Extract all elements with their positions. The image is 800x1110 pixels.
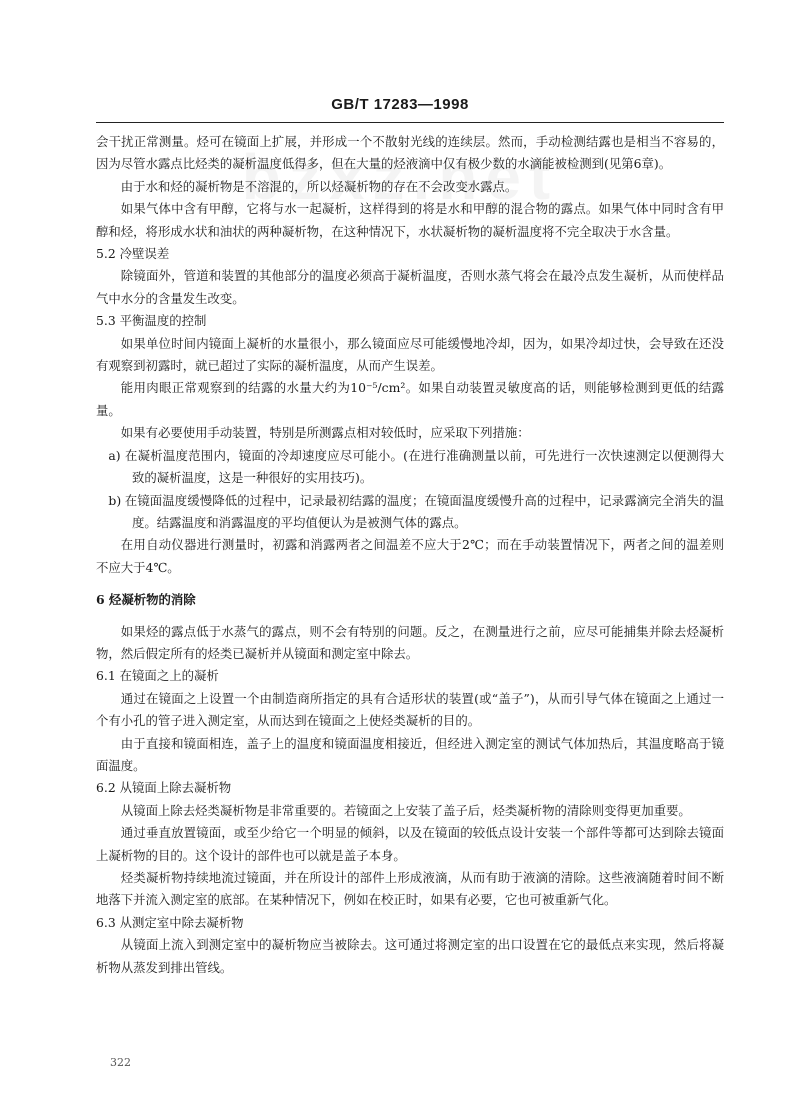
section-heading: 6.2 从镜面上除去凝析物: [96, 780, 232, 796]
paragraph: 如果单位时间内镜面上凝析的水量很小，那么镜面应尽可能缓慢地冷却，因为，如果冷却过快，会导致在还没有观察到初露时，就已超过了实际的凝析温度，从而产生误差。: [96, 335, 724, 374]
paragraph: 由于直接和镜面相连，盖子上的温度和镜面温度相接近，但经进入测定室的测试气体加热后，其温度略高于镜面温度。: [96, 735, 724, 773]
section-heading: 5.3 平衡温度的控制: [96, 313, 207, 329]
paragraph: 通过垂直放置镜面，或至少给它一个明显的倾斜，以及在镜面的较低点设计安装一个部件等都可达到除去镜面上凝析物的目的。这个设计的部件也可以就是盖子本身。: [96, 825, 724, 863]
paragraph: 能用肉眼正常观察到的结露的水量大约为10⁻⁵/cm²。如果自动装置灵敏度高的话，则能够检测到更低的结露量。: [96, 380, 724, 418]
paragraph: 如果气体中含有甲醇，它将与水一起凝析，这样得到的将是水和甲醇的混合物的露点。如果气体中同时含有甲醇和烃，将形成水状和油状的两种凝析物，在这种情况下，水状凝析物的凝析温度将不完全取决于水含量。: [96, 201, 724, 239]
page-header-title: GB/T 17283—1998: [331, 96, 469, 113]
section-heading: 6.1 在镜面之上的凝析: [96, 668, 219, 684]
paragraph: 如果有必要使用手动装置，特别是所测露点相对较低时，应采取下列措施：: [120, 425, 530, 441]
paragraph: 如果烃的露点低于水蒸气的露点，则不会有特别的问题。反之，在测量进行之前，应尽可能捕集并除去烃凝析物，然后假定所有的烃类已凝析并从镜面和测定室中除去。: [96, 623, 724, 661]
section-heading: 5.2 冷壁误差: [96, 246, 170, 262]
document-body: [96, 131, 724, 979]
paragraph: 烃类凝析物持续地流过镜面，并在所设计的部件上形成液滴，从而有助于液滴的清除。这些液滴随着时间不断地落下并流入测定室的底部。在某种情况下，例如在校正时，如果有必要，它也可被重新气化。: [96, 870, 724, 908]
section-heading: 6.3 从测定室中除去凝析物: [96, 914, 244, 930]
header-rule: [96, 122, 724, 123]
paragraph: 从镜面上流入到测定室中的凝析物应当被除去。这可通过将测定室的出口设置在它的最低点来实现，然后将凝析物从蒸发到排出管线。: [96, 937, 724, 975]
paragraph: 从镜面上除去烃类凝析物是非常重要的。若镜面之上安装了盖子后，烃类凝析物的清除则变得更加重要。: [120, 802, 691, 818]
paragraph: 通过在镜面之上设置一个由制造商所指定的具有合适形状的装置(或“盖子”)，从而引导气体在镜面之上通过一个有小孔的管子进入测定室，从而达到在镜面之上使烃类凝析的目的。: [96, 690, 724, 729]
paragraph: 由于水和烃的凝析物是不溶混的，所以烃凝析物的存在不会改变水露点。: [120, 178, 518, 194]
list-item: [96, 445, 724, 490]
section-heading: 6 烃凝析物的消除: [96, 592, 196, 608]
list-marker: a): [108, 447, 121, 463]
paragraph: 会干扰正常测量。烃可在镜面上扩展，并形成一个不散射光线的连续层。然而，手动检测结露也是相当不容易的，因为尽管水露点比烃类的凝析温度低得多，但在大量的烃液滴中仅有极少数的水滴能被检测到(见第6章)。: [96, 134, 724, 172]
paragraph: 在用自动仪器进行测量时，初露和消露两者之间温差不应大于2℃；而在手动装置情况下，两者之间的温差则不应大于4℃。: [96, 537, 724, 575]
list-item-text: 在凝析温度范围内，镜面的冷却速度应尽可能小。(在进行准确测量以前，可先进行一次快速测定以便测得大致的凝析温度，这是一种很好的实用技巧)。: [120, 447, 724, 486]
list-item-text: 在镜面温度缓慢降低的过程中，记录最初结露的温度；在镜面温度缓慢升高的过程中，记录露滴完全消失的温度。结露温度和消露温度的平均值便认为是被测气体的露点。: [120, 492, 724, 530]
page-number: 322: [110, 1056, 131, 1069]
paragraph: 除镜面外，管道和装置的其他部分的温度必须高于凝析温度，否则水蒸气将会在最冷点发生凝析，从而使样品气中水分的含量发生改变。: [96, 268, 724, 306]
list-marker: b): [108, 492, 122, 508]
list-item: [96, 490, 724, 535]
